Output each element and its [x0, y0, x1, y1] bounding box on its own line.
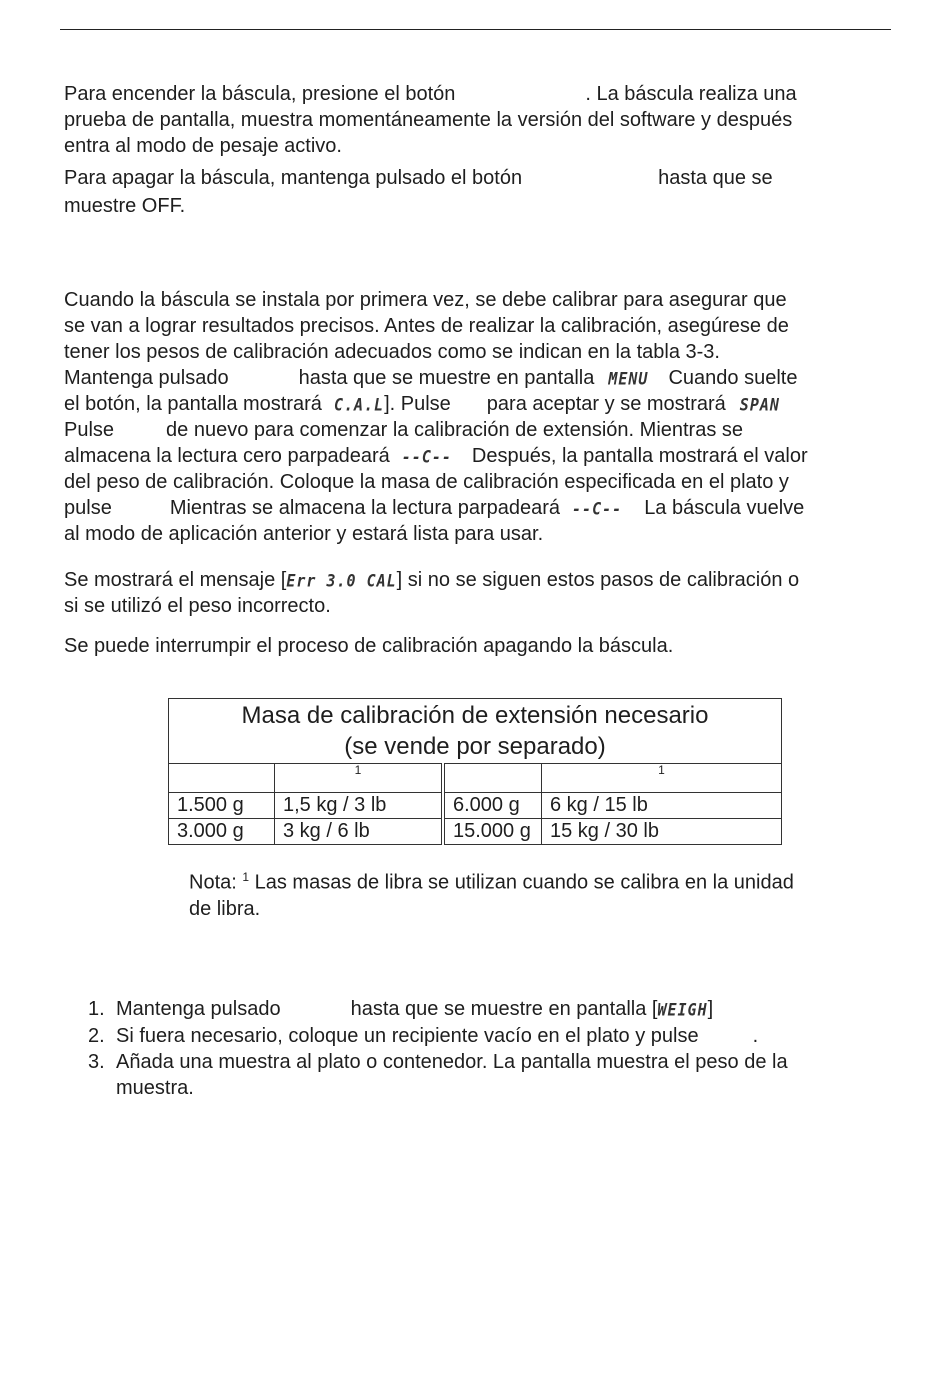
text: Añada una muestra al plato o contenedor. La pantalla muestra el peso de la — [116, 1051, 788, 1073]
text: del peso de calibración. Coloque la masa de calibración especificada en el plato y — [64, 471, 789, 493]
lcd-zero-display: --C-- — [572, 498, 623, 520]
text: Después, la pantalla mostrará el valor — [471, 445, 808, 467]
text: si se utilizó el peso incorrecto. — [64, 595, 331, 617]
table-title-row — [169, 699, 782, 764]
table-cell: 15.000 g — [443, 819, 542, 845]
text: Se mostrará el mensaje [ — [64, 569, 287, 591]
table-cell: 3.000 g — [169, 819, 275, 845]
text: muestre OFF. — [64, 195, 186, 217]
list-item — [88, 1049, 788, 1101]
lcd-menu-display: MENU — [608, 368, 649, 390]
table-cell: 1.500 g — [169, 793, 275, 819]
text: ]. Pulse — [384, 393, 451, 415]
text: el botón, la pantalla mostrará — [64, 393, 322, 415]
text: se van a lograr resultados precisos. Antes de realizar la calibración, asegúrese de — [64, 315, 789, 337]
table-header-row — [169, 764, 782, 793]
text: muestra. — [116, 1077, 194, 1099]
table-title-line: Masa de calibración de extensión necesario — [241, 702, 709, 729]
lcd-weigh-display: WEIGH — [657, 999, 708, 1021]
text: hasta que se — [658, 167, 773, 189]
power-on-paragraph — [64, 81, 894, 159]
table-cell: 3 kg / 6 lb — [275, 819, 444, 845]
text: de libra. — [189, 897, 261, 920]
text: tener los pesos de calibración adecuados como se indican en la tabla 3-3. — [64, 341, 720, 363]
lcd-error-display: Err 3.0 CAL — [286, 570, 397, 592]
text: hasta que se muestre en pantalla — [298, 367, 595, 389]
step-number: 1. — [88, 998, 105, 1020]
text: almacena la lectura cero parpadeará — [64, 445, 390, 467]
text: de nuevo para comenzar la calibración de extensión. Mientras se — [166, 419, 744, 441]
text: Para encender la báscula, presione el botón — [64, 83, 456, 105]
power-off-paragraph — [64, 165, 894, 219]
table-header-cell — [169, 764, 275, 793]
list-item — [88, 996, 788, 1023]
text: Si fuera necesario, coloque un recipiente vacío en el plato y pulse — [116, 1025, 699, 1047]
error-paragraph — [64, 567, 894, 619]
step-number: 2. — [88, 1025, 105, 1047]
table-title — [169, 699, 782, 764]
table-title-line: (se vende por separado) — [344, 733, 606, 760]
text: Las masas de libra se utilizan cuando se calibra en la unidad — [249, 871, 794, 894]
table-header-cell: 1 — [542, 764, 782, 793]
table-cell: 6 kg / 15 lb — [542, 793, 782, 819]
calibration-paragraph — [64, 287, 894, 547]
text: para aceptar y se mostrará — [486, 393, 726, 415]
lcd-span-display: SPAN — [739, 394, 780, 416]
calibration-mass-table — [168, 698, 782, 845]
text: entra al modo de pesaje activo. — [64, 135, 342, 157]
text: Pulse — [64, 419, 115, 441]
table-row — [169, 793, 782, 819]
text: ] si no se siguen estos pasos de calibración o — [396, 569, 800, 591]
text: La báscula vuelve — [644, 497, 805, 519]
text: Mantenga pulsado — [64, 367, 229, 389]
table-note — [189, 864, 879, 922]
text: pulse — [64, 497, 112, 519]
text: Para apagar la báscula, mantenga pulsado el botón — [64, 167, 523, 189]
text: Mientras se almacena la lectura parpadeará — [169, 497, 561, 519]
table-header-cell — [443, 764, 542, 793]
table-cell: 1,5 kg / 3 lb — [275, 793, 444, 819]
step-number: 3. — [88, 1051, 105, 1073]
text: prueba de pantalla, muestra momentáneamente la versión del software y después — [64, 109, 793, 131]
text: al modo de aplicación anterior y estará lista para usar. — [64, 523, 544, 545]
text: Cuando suelte — [668, 367, 798, 389]
lcd-zero-display: --C-- — [401, 446, 452, 468]
text: . La báscula realiza una — [585, 83, 797, 105]
text: . — [752, 1025, 759, 1047]
text: Cuando la báscula se instala por primera vez, se debe calibrar para asegurar que — [64, 289, 787, 311]
table-row — [169, 819, 782, 845]
table-cell: 6.000 g — [443, 793, 542, 819]
text: ] — [707, 998, 714, 1020]
text: Nota: — [189, 871, 243, 894]
table-cell: 15 kg / 30 lb — [542, 819, 782, 845]
table-header-cell: 1 — [275, 764, 444, 793]
header-rule — [60, 29, 891, 30]
lcd-cal-display: C.A.L — [333, 394, 385, 416]
text: hasta que se muestre en pantalla [ — [350, 998, 658, 1020]
footnote-mark: 1 — [242, 870, 250, 884]
list-item — [88, 1023, 788, 1049]
text: Se puede interrumpir el proceso de calibración apagando la báscula. — [64, 635, 674, 657]
text: Mantenga pulsado — [116, 998, 281, 1020]
weighing-steps — [88, 996, 788, 1101]
interrupt-paragraph — [64, 633, 894, 659]
